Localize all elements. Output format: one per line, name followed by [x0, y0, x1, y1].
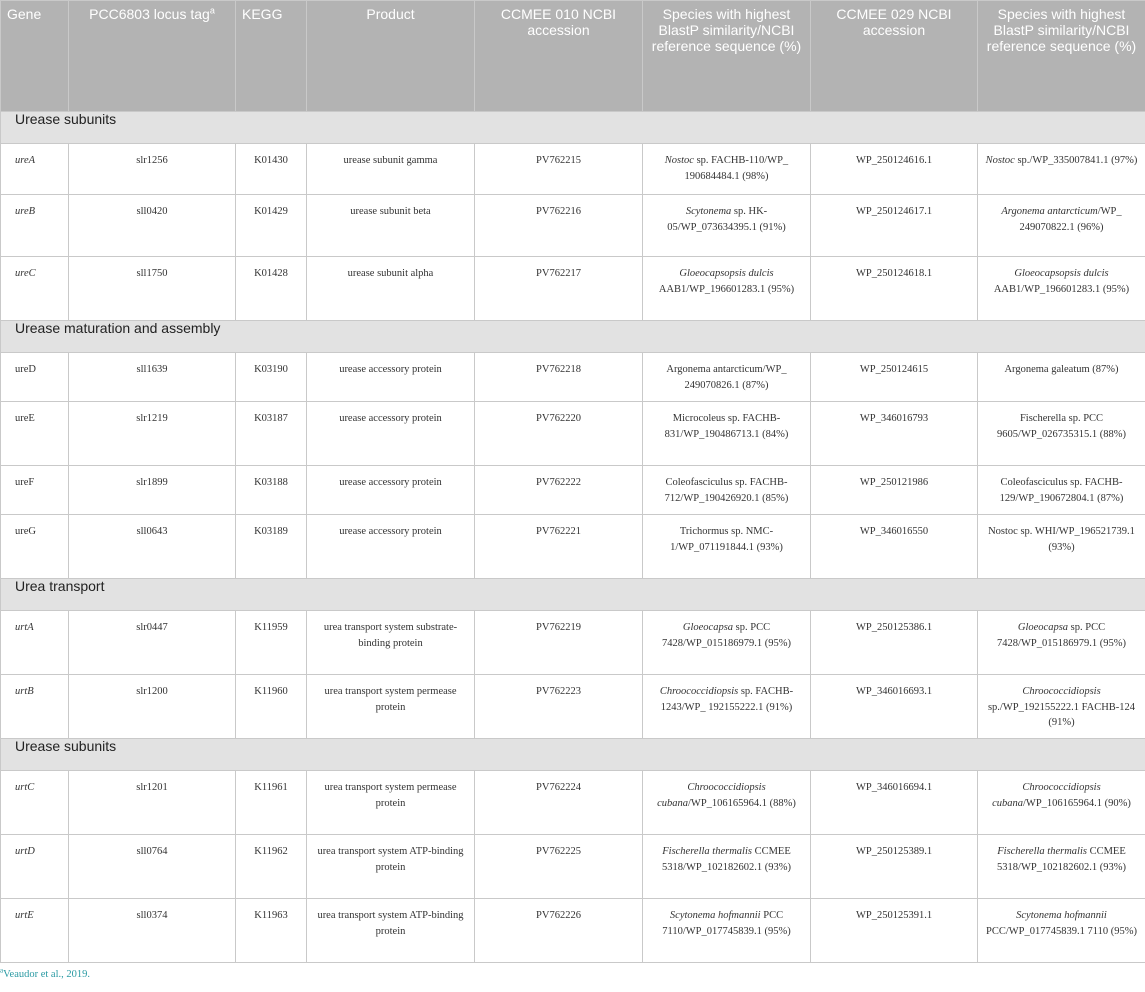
table-row — [1, 353, 1145, 402]
accession-010-cell: PV762217 — [475, 257, 643, 321]
similarity-010-cell: Nostoc sp. FACHB-110/WP_ 190684484.1 (98%) — [643, 144, 811, 195]
kegg-cell: K03188 — [236, 466, 307, 515]
kegg-cell: K11962 — [236, 835, 307, 899]
gene-cell: urtD — [1, 835, 69, 899]
col-ccmee010-accession: CCMEE 010 NCBI accession — [475, 1, 643, 112]
table-row — [1, 257, 1145, 321]
product-cell: urease accessory protein — [307, 353, 475, 402]
kegg-cell: K11961 — [236, 771, 307, 835]
locus-cell: sll1750 — [69, 257, 236, 321]
product-cell: urea transport system ATP-binding protein — [307, 899, 475, 963]
footnote — [0, 966, 1145, 980]
accession-010-cell: PV762215 — [475, 144, 643, 195]
accession-029-cell: WP_346016793 — [811, 402, 978, 466]
accession-029-cell: WP_250124617.1 — [811, 195, 978, 257]
product-cell: urease accessory protein — [307, 515, 475, 579]
product-cell: urease subunit gamma — [307, 144, 475, 195]
accession-029-cell: WP_346016693.1 — [811, 675, 978, 739]
accession-029-cell: WP_250124615 — [811, 353, 978, 402]
locus-cell: sll0420 — [69, 195, 236, 257]
similarity-010-cell: Scytonema sp. HK-05/WP_073634395.1 (91%) — [643, 195, 811, 257]
accession-010-cell: PV762224 — [475, 771, 643, 835]
locus-cell: slr1200 — [69, 675, 236, 739]
locus-cell: slr1256 — [69, 144, 236, 195]
locus-cell: sll0643 — [69, 515, 236, 579]
col-ccmee029-similarity: Species with highest BlastP similarity/NCBI reference sequence (%) — [978, 1, 1145, 112]
product-cell: urease accessory protein — [307, 402, 475, 466]
col-locus-tag: PCC6803 locus tag$^a$ — [69, 1, 236, 112]
gene-cell: urtE — [1, 899, 69, 963]
gene-cell: ureB — [1, 195, 69, 257]
kegg-cell: K01428 — [236, 257, 307, 321]
col-product: Product — [307, 1, 475, 112]
kegg-cell: K11959 — [236, 611, 307, 675]
accession-010-cell: PV762219 — [475, 611, 643, 675]
product-cell: urea transport system permease protein — [307, 771, 475, 835]
col-ccmee010-similarity: Species with highest BlastP similarity/NCBI reference sequence (%) — [643, 1, 811, 112]
table-row — [1, 899, 1145, 963]
similarity-029-cell: Nostoc sp. WHI/WP_196521739.1 (93%) — [978, 515, 1145, 579]
table-row — [1, 195, 1145, 257]
gene-cell: urtB — [1, 675, 69, 739]
kegg-cell: K11963 — [236, 899, 307, 963]
kegg-cell: K03190 — [236, 353, 307, 402]
kegg-cell: K11960 — [236, 675, 307, 739]
gene-cell: urtC — [1, 771, 69, 835]
similarity-029-cell: Gloeocapsa sp. PCC 7428/WP_015186979.1 (95%) — [978, 611, 1145, 675]
similarity-029-cell: Fischerella thermalis CCMEE 5318/WP_102182602.1 (93%) — [978, 835, 1145, 899]
footnote-mark: a — [0, 966, 4, 975]
similarity-010-cell: Gloeocapsopsis dulcis AAB1/WP_196601283.1 (95%) — [643, 257, 811, 321]
table-row — [1, 611, 1145, 675]
similarity-010-cell: Gloeocapsa sp. PCC 7428/WP_015186979.1 (95%) — [643, 611, 811, 675]
locus-cell: sll1639 — [69, 353, 236, 402]
table-row — [1, 466, 1145, 515]
accession-029-cell: WP_346016694.1 — [811, 771, 978, 835]
col-ccmee029-accession: CCMEE 029 NCBI accession — [811, 1, 978, 112]
gene-cell: ureC — [1, 257, 69, 321]
similarity-029-cell: Argonema antarcticum/WP_ 249070822.1 (96%) — [978, 195, 1145, 257]
section-header: Urease maturation and assembly — [1, 321, 1145, 353]
accession-010-cell: PV762222 — [475, 466, 643, 515]
accession-029-cell: WP_346016550 — [811, 515, 978, 579]
similarity-029-cell: Argonema galeatum (87%) — [978, 353, 1145, 402]
kegg-cell: K03189 — [236, 515, 307, 579]
gene-cell: ureE — [1, 402, 69, 466]
table-row — [1, 402, 1145, 466]
similarity-029-cell: Coleofasciculus sp. FACHB-129/WP_190672804.1 (87%) — [978, 466, 1145, 515]
accession-010-cell: PV762223 — [475, 675, 643, 739]
gene-cell: ureA — [1, 144, 69, 195]
gene-cell: ureD — [1, 353, 69, 402]
gene-cell: ureG — [1, 515, 69, 579]
table-row — [1, 515, 1145, 579]
table-header — [1, 1, 1145, 112]
col-gene: Gene — [1, 1, 69, 112]
table-row — [1, 771, 1145, 835]
footnote-citation-link[interactable]: Veaudor et al., 2019. — [3, 969, 91, 980]
accession-010-cell: PV762220 — [475, 402, 643, 466]
accession-029-cell: WP_250121986 — [811, 466, 978, 515]
locus-cell: slr1219 — [69, 402, 236, 466]
section-header: Urease subunits — [1, 112, 1145, 144]
locus-cell: slr1899 — [69, 466, 236, 515]
kegg-cell: K01430 — [236, 144, 307, 195]
locus-cell: sll0764 — [69, 835, 236, 899]
product-cell: urea transport system permease protein — [307, 675, 475, 739]
table-row — [1, 144, 1145, 195]
table-body — [1, 112, 1145, 963]
similarity-029-cell: Chroococcidiopsis sp./WP_192155222.1 FACHB-124 (91%) — [978, 675, 1145, 739]
footnote-marker: a — [209, 5, 215, 16]
product-cell: urease subunit beta — [307, 195, 475, 257]
similarity-029-cell: Chroococcidiopsis cubana/WP_106165964.1 (90%) — [978, 771, 1145, 835]
accession-010-cell: PV762221 — [475, 515, 643, 579]
product-cell: urease accessory protein — [307, 466, 475, 515]
similarity-010-cell: Coleofasciculus sp. FACHB-712/WP_190426920.1 (85%) — [643, 466, 811, 515]
table-row — [1, 675, 1145, 739]
accession-029-cell: WP_250125389.1 — [811, 835, 978, 899]
similarity-010-cell: Chroococcidiopsis cubana/WP_106165964.1 (88%) — [643, 771, 811, 835]
accession-029-cell: WP_250124618.1 — [811, 257, 978, 321]
similarity-010-cell: Fischerella thermalis CCMEE 5318/WP_102182602.1 (93%) — [643, 835, 811, 899]
accession-010-cell: PV762226 — [475, 899, 643, 963]
table-row — [1, 835, 1145, 899]
locus-cell: sll0374 — [69, 899, 236, 963]
similarity-010-cell: Microcoleus sp. FACHB-831/WP_190486713.1 (84%) — [643, 402, 811, 466]
similarity-010-cell: Chroococcidiopsis sp. FACHB-1243/WP_ 192155222.1 (91%) — [643, 675, 811, 739]
similarity-029-cell: Gloeocapsopsis dulcis AAB1/WP_196601283.1 (95%) — [978, 257, 1145, 321]
gene-cell: ureF — [1, 466, 69, 515]
section-header: Urease subunits — [1, 739, 1145, 771]
locus-cell: slr1201 — [69, 771, 236, 835]
gene-cell: urtA — [1, 611, 69, 675]
similarity-029-cell: Fischerella sp. PCC 9605/WP_026735315.1 (88%) — [978, 402, 1145, 466]
similarity-010-cell: Trichormus sp. NMC-1/WP_071191844.1 (93%) — [643, 515, 811, 579]
product-cell: urea transport system ATP-binding protein — [307, 835, 475, 899]
col-kegg: KEGG — [236, 1, 307, 112]
locus-cell: slr0447 — [69, 611, 236, 675]
product-cell: urea transport system substrate-binding protein — [307, 611, 475, 675]
accession-010-cell: PV762225 — [475, 835, 643, 899]
similarity-010-cell: Scytonema hofmannii PCC 7110/WP_017745839.1 (95%) — [643, 899, 811, 963]
accession-010-cell: PV762218 — [475, 353, 643, 402]
section-header: Urea transport — [1, 579, 1145, 611]
accession-029-cell: WP_250125391.1 — [811, 899, 978, 963]
accession-010-cell: PV762216 — [475, 195, 643, 257]
similarity-029-cell: Scytonema hofmannii PCC/WP_017745839.1 7110 (95%) — [978, 899, 1145, 963]
accession-029-cell: WP_250125386.1 — [811, 611, 978, 675]
similarity-010-cell: Argonema antarcticum/WP_ 249070826.1 (87%) — [643, 353, 811, 402]
product-cell: urease subunit alpha — [307, 257, 475, 321]
kegg-cell: K01429 — [236, 195, 307, 257]
kegg-cell: K03187 — [236, 402, 307, 466]
accession-029-cell: WP_250124616.1 — [811, 144, 978, 195]
similarity-029-cell: Nostoc sp./WP_335007841.1 (97%) — [978, 144, 1145, 195]
